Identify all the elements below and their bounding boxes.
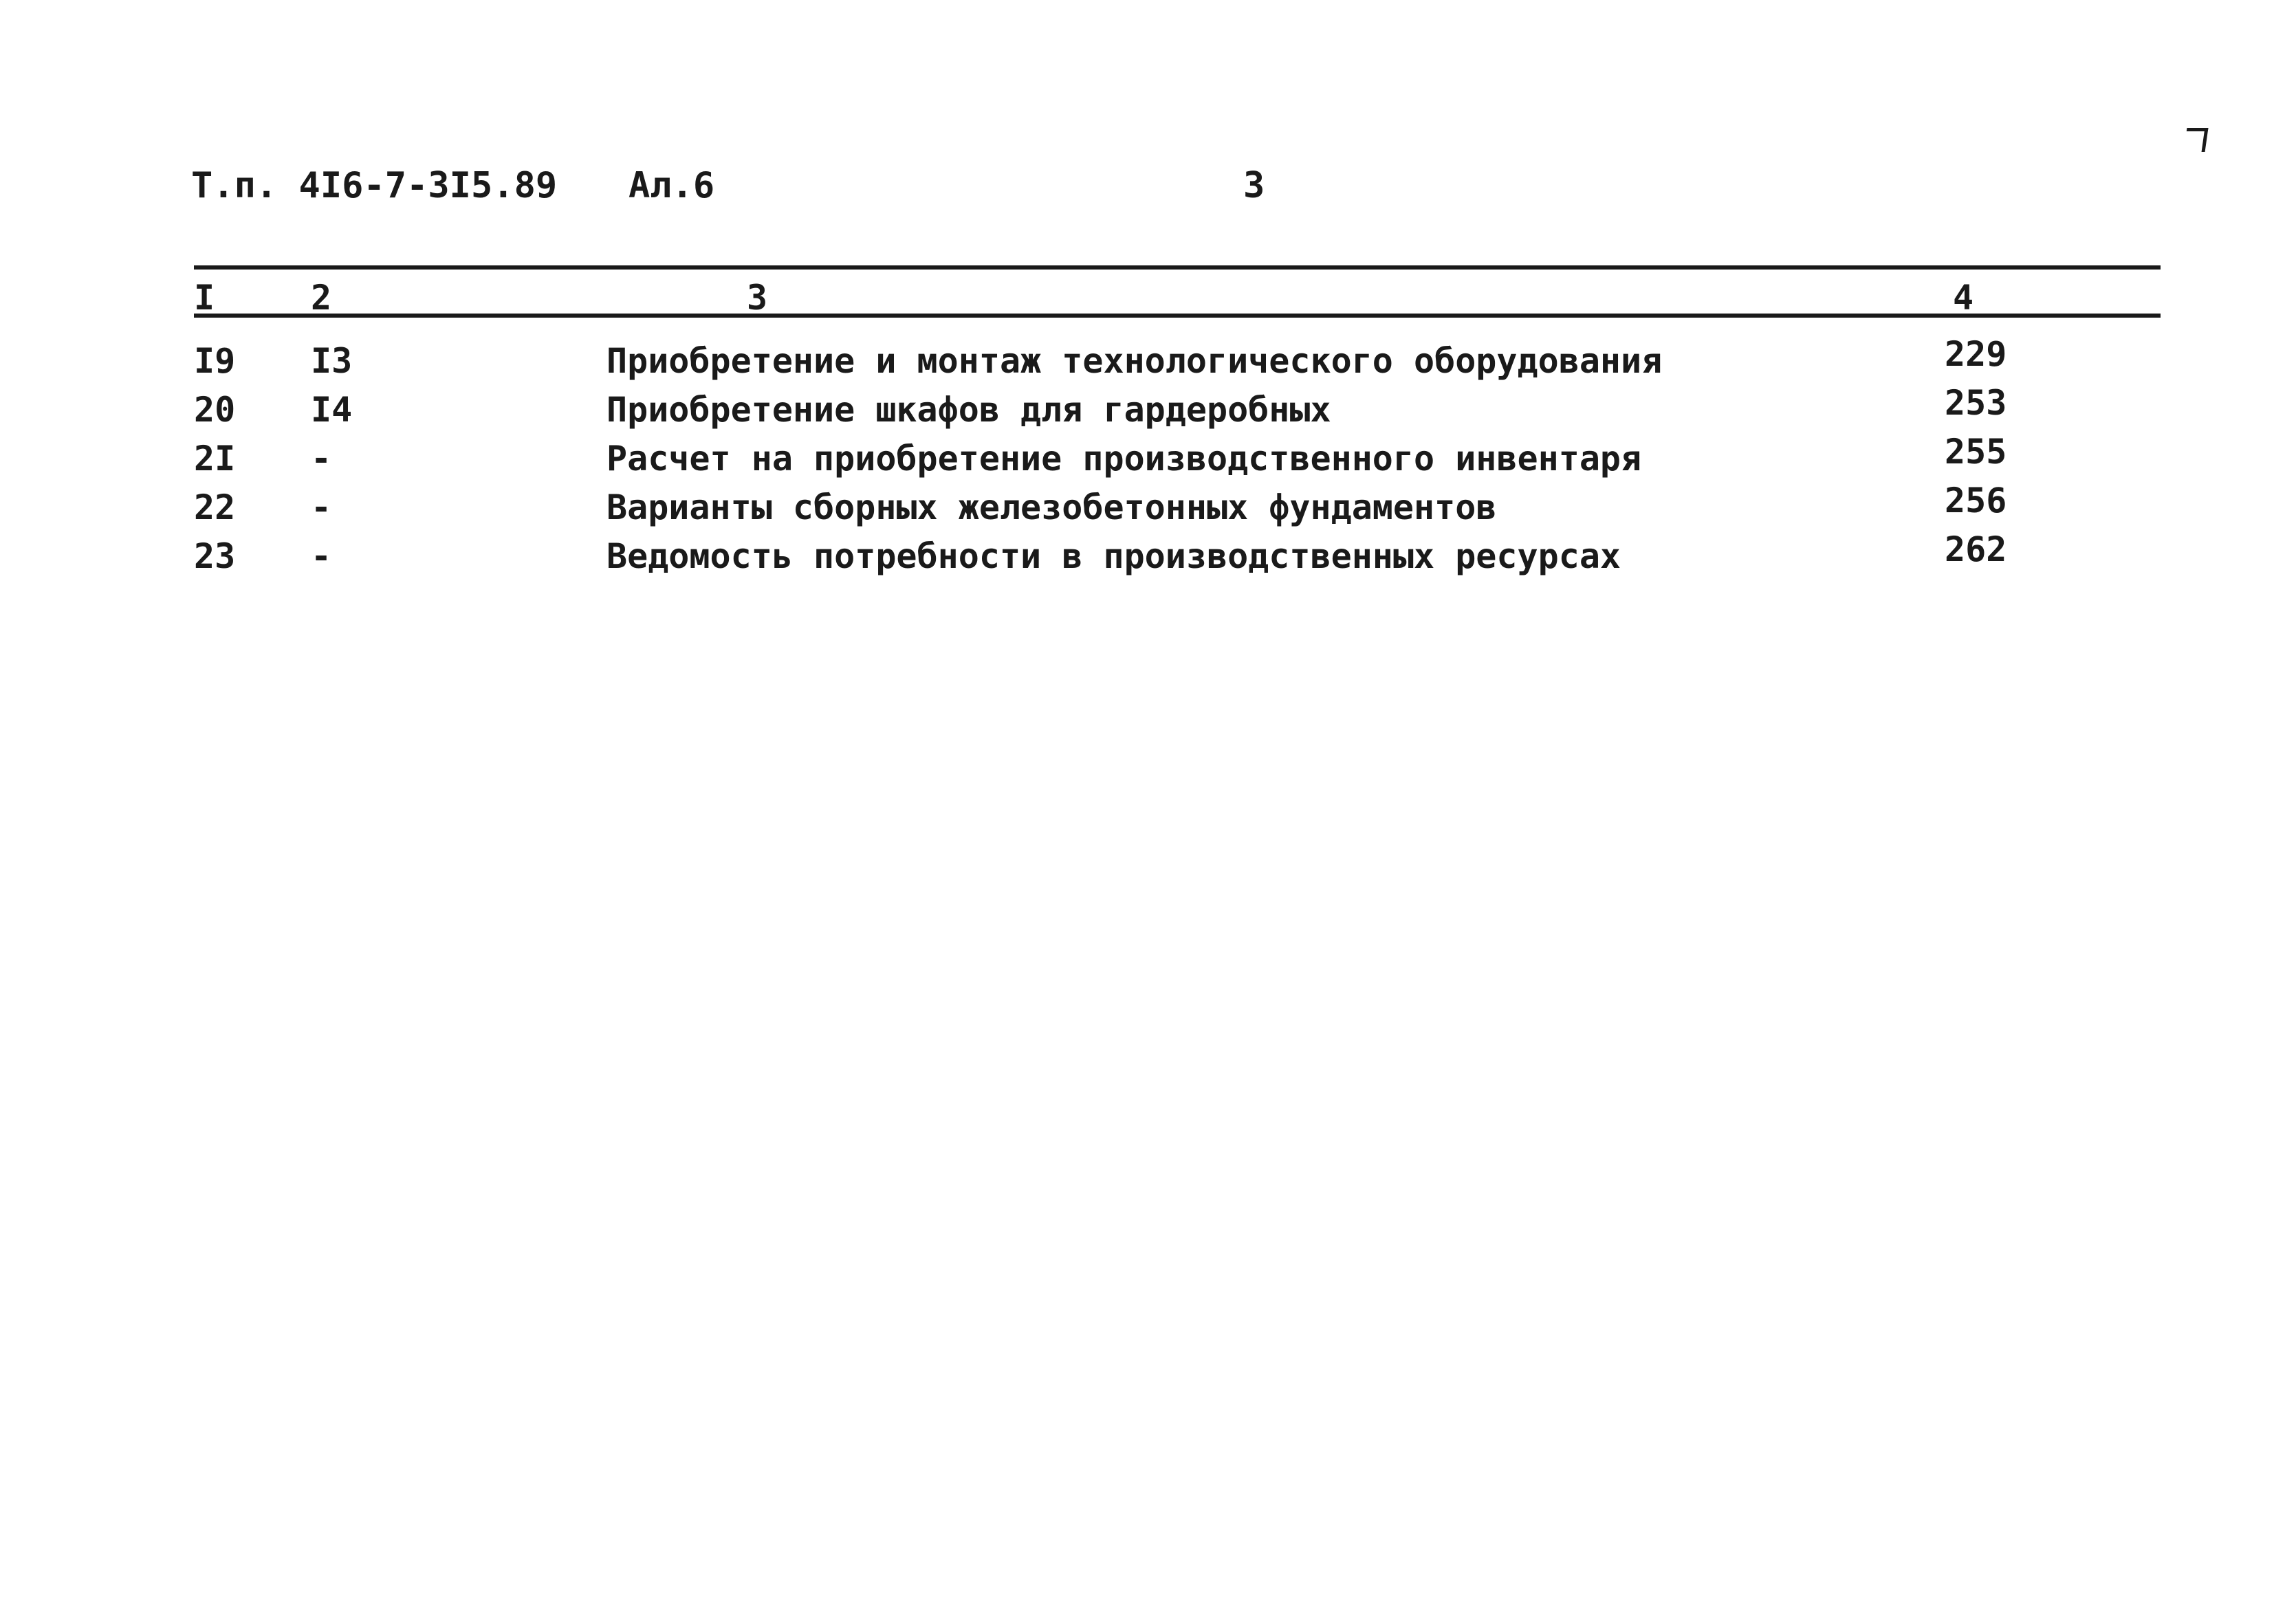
row-number: 22 [194, 487, 236, 527]
table-row [0, 481, 2274, 536]
album-label: Ал.6 [628, 165, 715, 206]
table-body [0, 334, 2274, 585]
row-number: 20 [194, 390, 236, 430]
table-row [0, 334, 2274, 390]
row-page: 256 [1945, 481, 2007, 520]
row-number: I9 [194, 341, 236, 381]
row-number: 2I [194, 439, 236, 479]
page-number: 3 [1243, 165, 1265, 206]
row-reference: - [311, 439, 332, 479]
row-title: Расчет на приобретение производственного инвентаря [606, 439, 1642, 479]
table-header-rule [194, 314, 2161, 318]
table-row [0, 529, 2274, 585]
row-title: Варианты сборных железобетонных фундаментов [606, 487, 1497, 527]
row-reference: - [311, 536, 332, 576]
column-header-4: 4 [1953, 278, 1974, 318]
row-title: Приобретение и монтаж технологического оборудования [606, 341, 1663, 381]
corner-mark-icon [2184, 128, 2209, 152]
row-reference: I4 [311, 390, 353, 430]
table-row [0, 383, 2274, 439]
row-page: 255 [1945, 432, 2007, 472]
column-header-2: 2 [311, 278, 332, 318]
row-reference: - [311, 487, 332, 527]
row-page: 229 [1945, 334, 2007, 374]
row-page: 253 [1945, 383, 2007, 423]
column-header-1: I [194, 278, 215, 318]
row-reference: I3 [311, 341, 353, 381]
row-number: 23 [194, 536, 236, 576]
column-header-3: 3 [747, 278, 768, 318]
row-title: Ведомость потребности в производственных ресурсах [606, 536, 1621, 576]
row-title: Приобретение шкафов для гардеробных [606, 390, 1331, 430]
table-top-rule [194, 265, 2161, 270]
table-row [0, 432, 2274, 487]
row-page: 262 [1945, 529, 2007, 569]
document-code: Т.п. 4I6-7-3I5.89 [191, 165, 558, 206]
